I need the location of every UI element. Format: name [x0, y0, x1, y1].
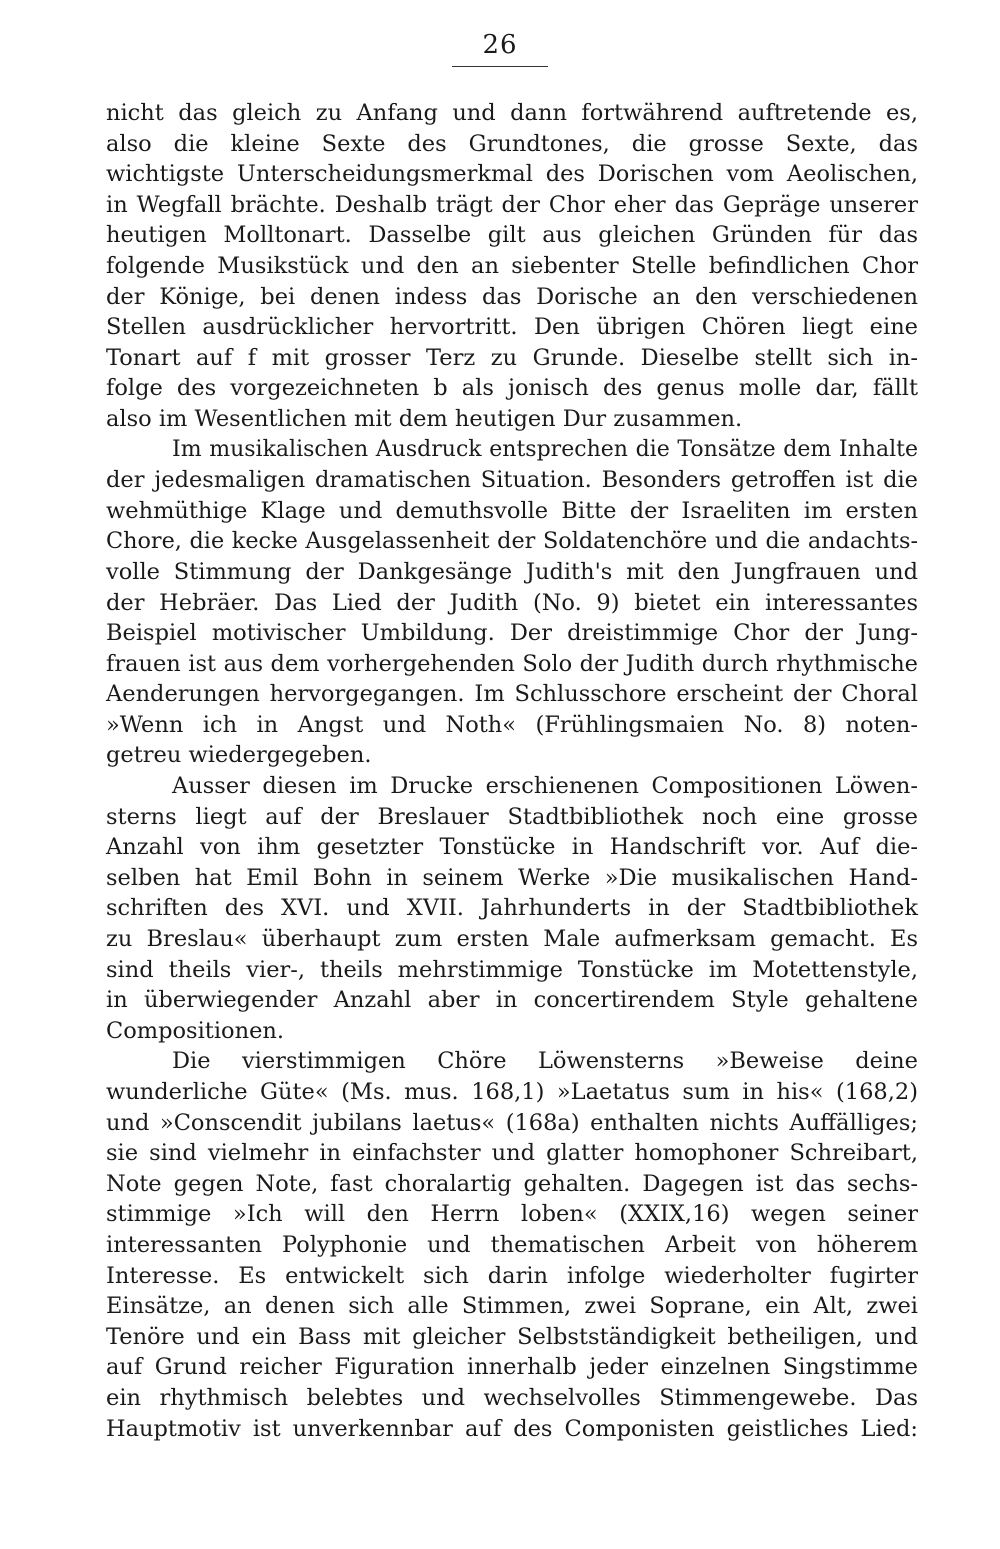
text-line: Interesse. Es entwickelt sich darin infolge wiederholter fugirter [106, 1262, 918, 1289]
text-line: sie sind vielmehr in einfachster und glatter homophoner Schreibart, [106, 1140, 918, 1167]
text-line: der Könige, bei denen indess das Dorische an den verschiedenen [106, 283, 918, 310]
text-line: Tenöre und ein Bass mit gleicher Selbstständigkeit betheiligen, und [106, 1323, 918, 1350]
page-number: 26 [482, 30, 518, 60]
text-line: getreu wiedergegeben. [106, 742, 372, 769]
text-line: Anzahl von ihm gesetzter Tonstücke in Handschrift vor. Auf die- [106, 834, 918, 861]
text-line: interessanten Polyphonie und thematischen Arbeit von höherem [106, 1231, 918, 1258]
text-line: Im musikalischen Ausdruck entsprechen die Tonsätze dem Inhalte [172, 436, 918, 462]
text-line: Stellen ausdrücklicher hervortritt. Den übrigen Chören liegt eine [106, 314, 918, 341]
text-line: zu Breslau« überhaupt zum ersten Male aufmerksam gemacht. Es [106, 926, 918, 953]
text-line: und »Conscendit jubilans laetus« (168a) enthalten nichts Auffälliges; [106, 1109, 918, 1136]
header-rule [452, 66, 548, 67]
text-line: Einsätze, an denen sich alle Stimmen, zwei Soprane, ein Alt, zwei [106, 1293, 918, 1320]
text-line: sind theils vier-, theils mehrstimmige Tonstücke im Motettenstyle, [106, 956, 918, 983]
text-line: in überwiegender Anzahl aber in concertirendem Style gehaltene [106, 987, 918, 1014]
text-line: stimmige »Ich will den Herrn loben« (XXIX,16) wegen seiner [106, 1201, 918, 1228]
text-line: nicht das gleich zu Anfang und dann fortwährend auftretende es, [106, 100, 918, 126]
text-line: Ausser diesen im Drucke erschienenen Compositionen Löwen- [172, 773, 918, 800]
text-line: wichtigste Unterscheidungsmerkmal des Dorischen vom Aeolischen, [106, 161, 918, 188]
text-line: ein rhythmisch belebtes und wechselvolles Stimmengewebe. Das [106, 1384, 918, 1411]
text-line: also im Wesentlichen mit dem heutigen Dur zusammen. [106, 405, 743, 432]
text-line: Die vierstimmigen Chöre Löwensterns »Beweise deine [172, 1048, 918, 1075]
text-line: Tonart auf f mit grosser Terz zu Grunde. Dieselbe stellt sich in- [106, 344, 918, 371]
text-line: volle Stimmung der Dankgesänge Judith's mit den Jungfrauen und [106, 558, 918, 585]
text-line: sterns liegt auf der Breslauer Stadtbibliothek noch eine grosse [106, 803, 918, 830]
text-line: frauen ist aus dem vorhergehenden Solo der Judith durch rhythmische [106, 650, 918, 677]
text-line: in Wegfall brächte. Deshalb trägt der Chor eher das Gepräge unserer [106, 191, 918, 218]
text-line: Aenderungen hervorgegangen. Im Schlusschore erscheint der Choral [106, 681, 918, 708]
text-line: Hauptmotiv ist unverkennbar auf des Componisten geistliches Lied: [106, 1415, 918, 1442]
text-line: wunderliche Güte« (Ms. mus. 168,1) »Laetatus sum in his« (168,2) [106, 1079, 918, 1105]
text-line: folgende Musikstück und den an siebenter Stelle befindlichen Chor [106, 252, 918, 279]
text-line: auf Grund reicher Figuration innerhalb jeder einzelnen Singstimme [106, 1354, 918, 1381]
text-line: schriften des XVI. und XVII. Jahrhunderts in der Stadtbibliothek [106, 895, 918, 922]
text-line: heutigen Molltonart. Dasselbe gilt aus gleichen Gründen für das [106, 222, 918, 249]
text-line: der Hebräer. Das Lied der Judith (No. 9) bietet ein interessantes [106, 589, 918, 616]
text-line: also die kleine Sexte des Grundtones, die grosse Sexte, das [106, 130, 918, 157]
text-line: folge des vorgezeichneten b als jonisch des genus molle dar, fällt [106, 375, 918, 402]
text-line: Beispiel motivischer Umbildung. Der dreistimmige Chor der Jung- [106, 620, 918, 647]
text-line: Compositionen. [106, 1017, 285, 1044]
text-line: »Wenn ich in Angst und Noth« (Frühlingsmaien No. 8) noten- [106, 711, 918, 738]
text-line: selben hat Emil Bohn in seinem Werke »Die musikalischen Hand- [106, 864, 918, 891]
text-line: Chore, die kecke Ausgelassenheit der Soldatenchöre und die andachts- [106, 528, 918, 555]
text-line: wehmüthige Klage und demuthsvolle Bitte der Israeliten im ersten [106, 497, 918, 524]
text-line: der jedesmaligen dramatischen Situation. Besonders getroffen ist die [106, 467, 918, 494]
body-text [106, 98, 918, 1444]
text-line: Note gegen Note, fast choralartig gehalten. Dagegen ist das sechs- [106, 1170, 918, 1197]
